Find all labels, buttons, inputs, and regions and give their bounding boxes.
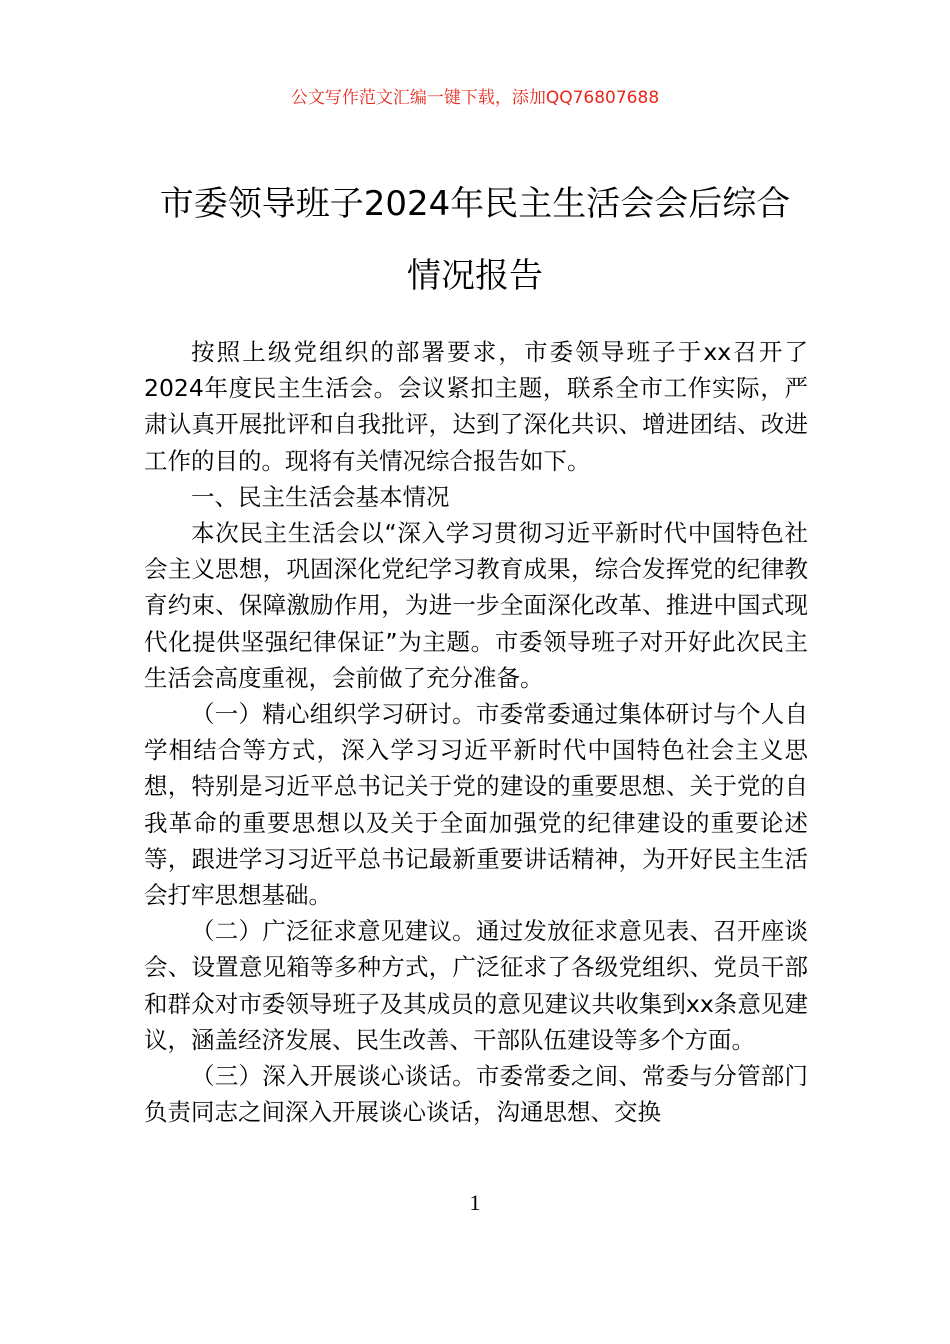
section-heading-1: 一、民主生活会基本情况 (191, 482, 450, 511)
title-line-1: 市委领导班子2024年民主生活会会后综合 (159, 184, 791, 224)
title-line-2: 情况报告 (407, 256, 543, 296)
document-body (144, 334, 808, 1130)
theme-paragraph: 本次民主生活会以“深入学习贯彻习近平新时代中国特色社会主义思想，巩固深化党纪学习教育成果，综合发挥党的纪律教育约束、保障激励作用，为进一步全面深化改革、推进中国式现代化提供坚强纪律保证”为主题。市委领导班子对开好此次民主生活会高度重视，会前做了充分准备。 (144, 519, 808, 692)
study-paragraph: （一）精心组织学习研讨。市委常委通过集体研讨与个人自学相结合等方式，深入学习习近平新时代中国特色社会主义思想，特别是习近平总书记关于党的建设的重要思想、关于党的自我革命的重要思想以及关于全面加强党的纪律建设的重要论述等，跟进学习习近平总书记最新重要讲话精神，为开好民主生活会打牢思想基础。 (144, 700, 808, 910)
intro-paragraph: 按照上级党组织的部署要求，市委领导班子于xx召开了2024年度民主生活会。会议紧扣主题，联系全市工作实际，严肃认真开展批评和自我批评，达到了深化共识、增进团结、改进工作的目的。现将有关情况综合报告如下。 (144, 338, 808, 475)
feedback-paragraph: （二）广泛征求意见建议。通过发放征求意见表、召开座谈会、设置意见箱等多种方式，广泛征求了各级党组织、党员干部和群众对市委领导班子及其成员的意见建议共收集到xx条意见建议，涵盖经济发展、民生改善、干部队伍建设等多个方面。 (144, 917, 808, 1054)
document-title (120, 168, 830, 312)
promo-banner: 公文写作范文汇编一键下载，添加QQ76807688 (290, 88, 660, 108)
talks-paragraph: （三）深入开展谈心谈话。市委常委之间、常委与分管部门负责同志之间深入开展谈心谈话，沟通思想、交换 (144, 1062, 808, 1127)
page-number: 1 (469, 1190, 481, 1215)
